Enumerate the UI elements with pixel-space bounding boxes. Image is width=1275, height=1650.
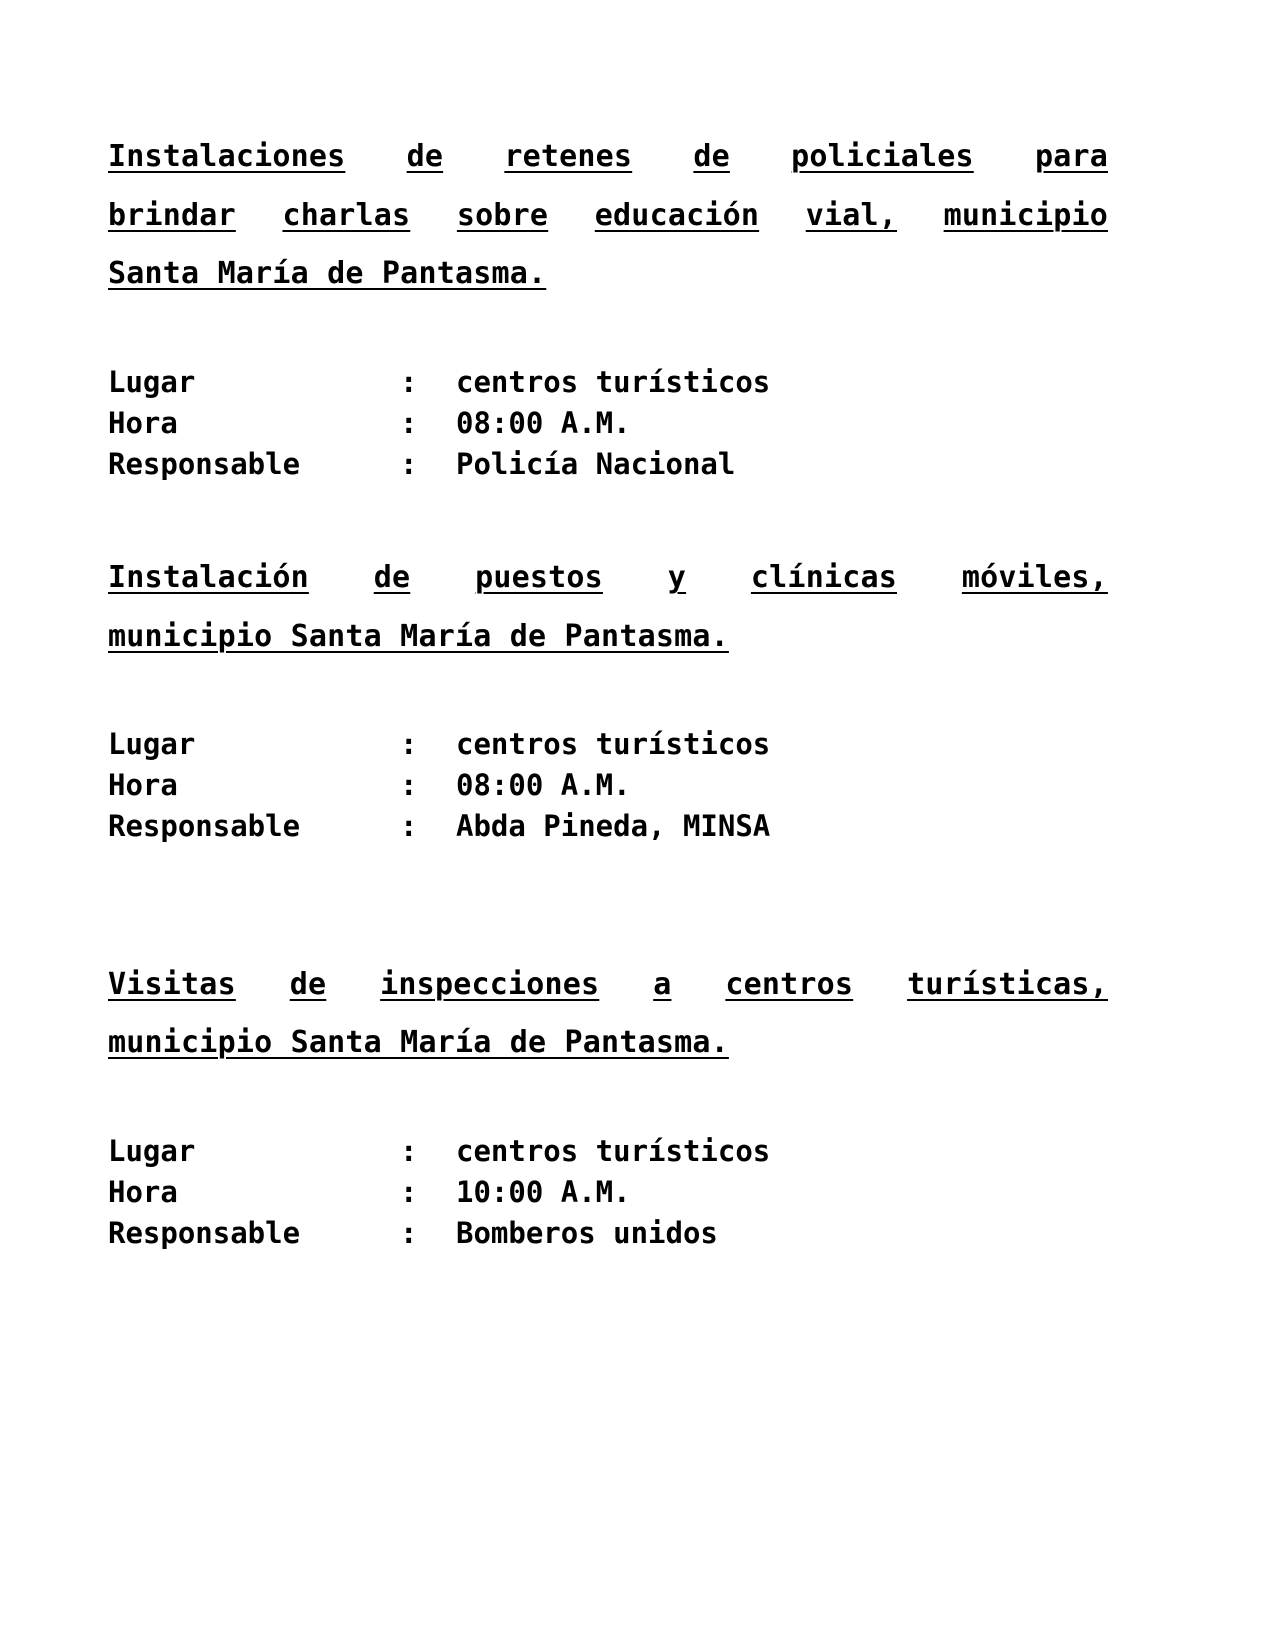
section-heading-line: Santa María de Pantasma.: [108, 256, 547, 291]
detail-label: Hora: [108, 405, 178, 440]
detail-value: 10:00 A.M.: [456, 1174, 631, 1209]
detail-label: Responsable: [108, 1215, 301, 1250]
section-heading: [108, 128, 1108, 304]
section-heading-line: municipio Santa María de Pantasma.: [108, 1025, 729, 1061]
detail-colon: :: [400, 1133, 418, 1168]
spacer: [108, 666, 1108, 724]
detail-row: [108, 444, 1108, 485]
detail-row: [108, 362, 1108, 403]
detail-colon: :: [400, 1215, 418, 1250]
detail-row: [108, 765, 1108, 806]
detail-label: Lugar: [108, 364, 196, 399]
detail-colon: :: [400, 768, 418, 803]
spacer: [108, 485, 1108, 549]
detail-value: centros turísticos: [456, 727, 771, 762]
section-heading-line: Visitas de inspecciones a centros turísticas,: [108, 966, 1108, 1002]
spacer: [108, 304, 1108, 362]
section-heading-line: municipio Santa María de Pantasma.: [108, 618, 729, 654]
section-heading: [108, 549, 1108, 666]
detail-label: Responsable: [108, 809, 301, 844]
detail-value: Bomberos unidos: [456, 1215, 718, 1250]
detail-value: centros turísticos: [456, 364, 771, 399]
detail-colon: :: [400, 809, 418, 844]
detail-colon: :: [400, 727, 418, 762]
detail-colon: :: [400, 446, 418, 481]
detail-colon: :: [400, 1174, 418, 1209]
detail-row: [108, 724, 1108, 765]
detail-value: 08:00 A.M.: [456, 768, 631, 803]
spacer: [108, 848, 1108, 956]
section-heading-line: Instalación de puestos y clínicas móviles,: [108, 560, 1108, 596]
detail-value: Abda Pineda, MINSA: [456, 809, 771, 844]
detail-label: Lugar: [108, 727, 196, 762]
detail-row: [108, 806, 1108, 847]
detail-value: 08:00 A.M.: [456, 405, 631, 440]
document-section: [108, 549, 1108, 848]
detail-label: Hora: [108, 768, 178, 803]
document-body: [108, 128, 1108, 1254]
detail-row: [108, 1172, 1108, 1213]
section-heading: [108, 956, 1108, 1073]
detail-row: [108, 1131, 1108, 1172]
detail-row: [108, 403, 1108, 444]
detail-colon: :: [400, 405, 418, 440]
section-heading-line: brindar charlas sobre educación vial, municipio: [108, 197, 1108, 233]
detail-value: Policía Nacional: [456, 446, 736, 481]
detail-row: [108, 1213, 1108, 1254]
detail-value: centros turísticos: [456, 1133, 771, 1168]
detail-label: Hora: [108, 1174, 178, 1209]
detail-colon: :: [400, 364, 418, 399]
document-section: [108, 128, 1108, 485]
section-heading-line: Instalaciones de retenes de policiales para: [108, 139, 1108, 174]
detail-label: Responsable: [108, 446, 301, 481]
detail-label: Lugar: [108, 1133, 196, 1168]
document-section: [108, 956, 1108, 1255]
spacer: [108, 1073, 1108, 1131]
